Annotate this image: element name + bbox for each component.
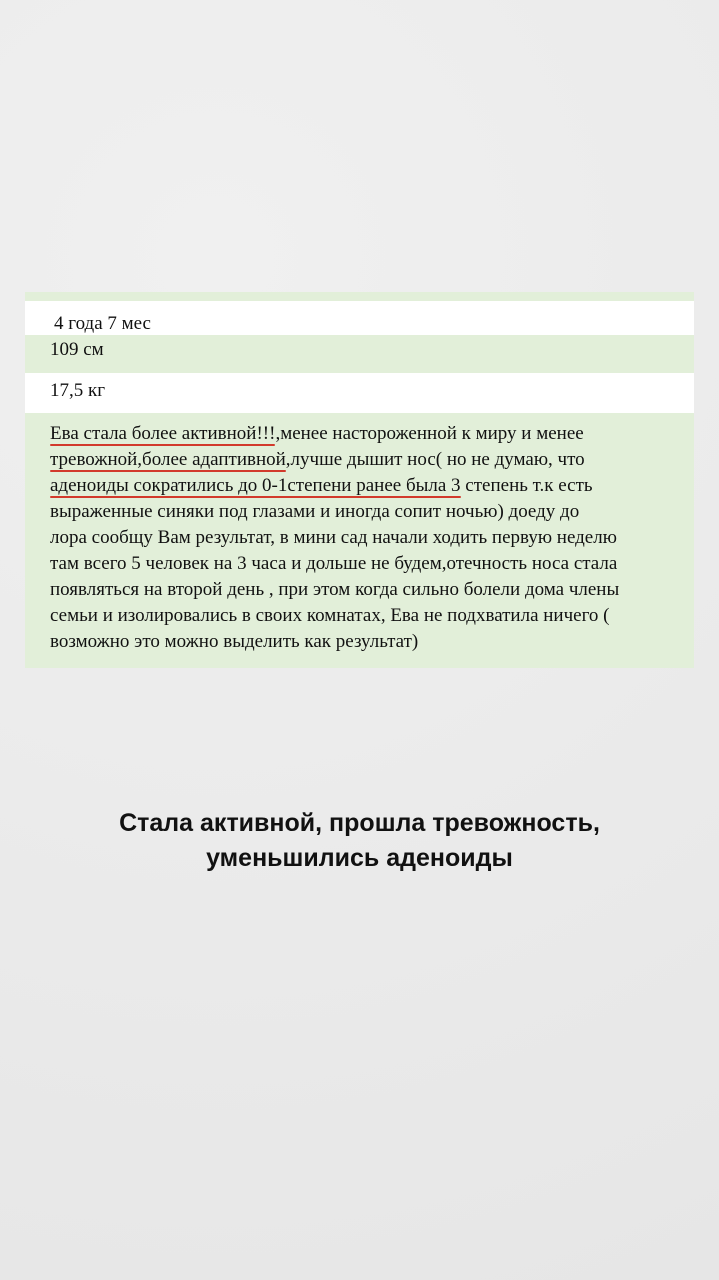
- age-row: [25, 301, 694, 335]
- story-text: ,менее настороженной к миру и менее: [275, 423, 584, 444]
- story-line-4: выраженные синяки под глазами и иногда сопит ночью) доеду до: [50, 501, 580, 522]
- story-line-8: семьи и изолировались в своих комнатах, Ева не подхватила ничего (: [50, 605, 610, 626]
- story-line-1: [50, 421, 680, 447]
- height-row: [25, 335, 694, 373]
- summary-caption: [0, 806, 719, 876]
- highlight-active: Ева стала более активной!!!: [50, 421, 275, 447]
- highlight-anxiety: тревожной,более адаптивной: [50, 447, 286, 473]
- story-line-6: там всего 5 человек на 3 часа и дольше не будем,отечность носа стала: [50, 553, 618, 574]
- story-text: степень т.к есть: [460, 475, 593, 496]
- story-row: [25, 413, 694, 668]
- story-line-2: [50, 447, 680, 473]
- caption-line-1: Стала активной, прошла тревожность,: [119, 809, 600, 837]
- caption-line-2: уменьшились аденоиды: [206, 844, 513, 872]
- story-line-5: лора сообщу Вам результат, в мини сад начали ходить первую неделю: [50, 527, 617, 548]
- story-line-7: появляться на второй день , при этом когда сильно болели дома члены: [50, 579, 620, 600]
- highlight-adenoids: аденоиды сократились до 0-1степени ранее была 3: [50, 473, 461, 499]
- story-text: ,лучше дышит нос( но не думаю, что: [285, 449, 585, 470]
- age-value: 4 года 7 мес: [54, 313, 151, 334]
- weight-row: [25, 373, 694, 413]
- height-value: 109 см: [50, 339, 104, 360]
- weight-value: 17,5 кг: [50, 380, 106, 401]
- story-line-9: возможно это можно выделить как результат): [50, 631, 419, 652]
- testimonial-card: [25, 292, 694, 668]
- story-line-3: [50, 473, 680, 499]
